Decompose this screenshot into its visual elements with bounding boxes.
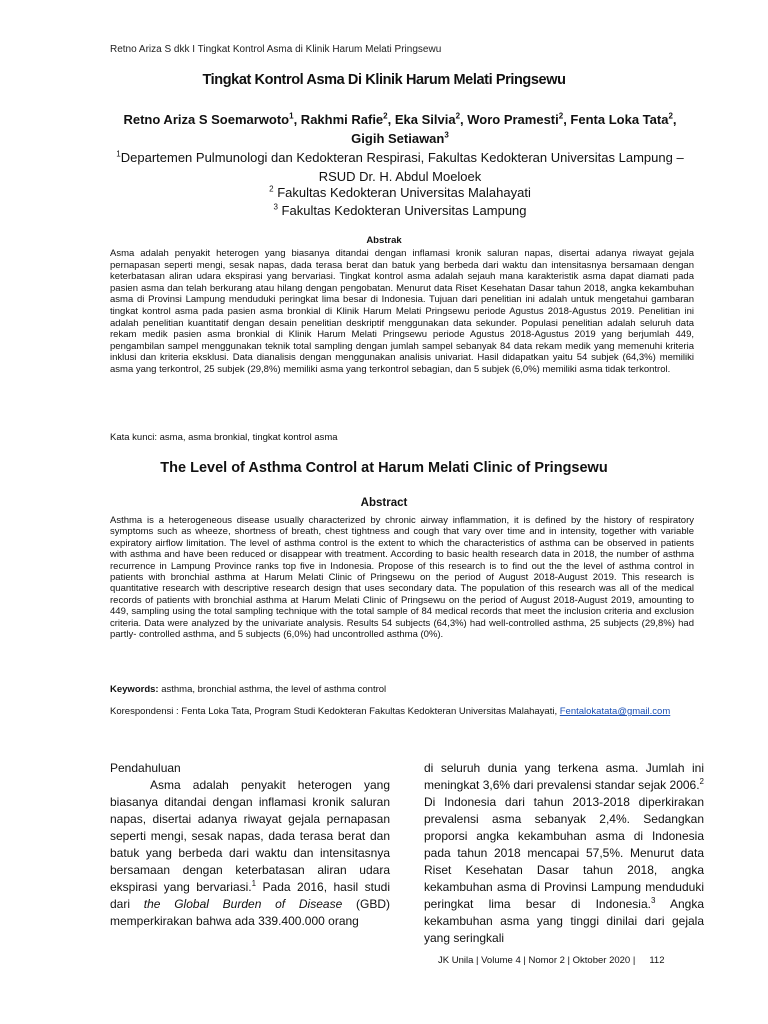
abstract-text: Asthma is a heterogeneous disease usually characterized by chronic airway inflammation, it is defined by the history of respiratory symptoms such as wheeze, shortness of breath, chest tightness and cough that vary over time and in intensity, together with variable expiratory airflow limitation. The level of asthma control is the extent to which the characteristics of asthma can be observed in patients with asthma and have been reduced or disappear with treatment. According to basic health research data in 2018, the number of asthma recurrence in Lampung Province ranks top five in Indonesia. Propose of this research is to find out the the level of asthma control in patients with bronchial asthma at Harum Melati Clinic of Pringsewu on the period of August 2018-August 2019. This research is quantitative research with descriptive research design that uses secondary data. The population of this research was all of the medical records of patients with bronchial asthma at Harum Melati Clinic of Pringsewu on the period of August 2018-August 2019, amounting to 449, sampling using the total sampling technique with the total sample of 84 medical records that meet the inclusion criteria and exclusion criteria. Data were analyzed by the univariate analysis. Results 54 subjects (64,3%) had well-controlled asthma, 25 subjects (29,8%) had partly- controlled asthma, and 5 subjects (6,0%) had uncontrolled asthma (0%).	[110, 515, 697, 641]
citation-ref: 3	[650, 896, 656, 905]
correspondence-text: Korespondensi : Fenta Loka Tata, Program Studi Kedokteran Fakultas Kedokteran Universitas Malahayati,	[110, 706, 558, 717]
citation-ref: 1	[251, 879, 257, 888]
page-footer	[438, 955, 664, 966]
body-text: di seluruh dunia yang terkena asma. Jumlah ini meningkat 3,6% dari prevalensi standar sejak 2006.	[424, 761, 704, 792]
affiliation-text: Departemen Pulmunologi dan Kedokteran Respirasi, Fakultas Kedokteran Universitas Lampung – RSUD Dr. H. Abdul Moeloek	[120, 150, 684, 184]
affiliation-text: Fakultas Kedokteran Universitas Lampung	[277, 203, 527, 218]
body-paragraph	[424, 760, 704, 947]
affiliation-text: Fakultas Kedokteran Universitas Malahayati	[273, 185, 531, 200]
body-text: Di Indonesia dari tahun 2013-2018 diperkirakan prevalensi asma sebanyak 2,4%. Sedangkan proporsi angka kekambuhan asma di Indonesia pada tahun 2018 mencapai 57,5%. Menurut data Riset Kesehatan Dasar tahun 2018, angka kekambuhan asma di Provinsi Lampung menduduki peringkat lima besar di Indonesia.	[424, 795, 704, 911]
author-name: , Gigih Setiawan	[351, 112, 677, 146]
keywords-label: Keywords:	[110, 684, 159, 695]
body-column-right	[424, 760, 704, 947]
affiliation-2	[105, 183, 695, 202]
citation-ref: 2	[699, 777, 704, 786]
abstract-heading: Abstract	[360, 497, 408, 509]
author-name: , Fenta Loka Tata	[563, 112, 669, 127]
kata-kunci-label: Kata kunci:	[110, 432, 157, 443]
affiliation-number: 1	[116, 149, 121, 159]
affiliation-mark: 2	[455, 111, 461, 121]
journal-info: JK Unila | Volume 4 | Nomor 2 | Oktober 2020 |	[438, 955, 636, 966]
body-text: Angka kekambuhan asma yang tinggi dinilai dari gejala yang seringkali	[424, 897, 705, 945]
affiliation-mark: 3	[444, 130, 449, 140]
body-paragraph	[110, 777, 390, 930]
title-english: The Level of Asthma Control at Harum Melati Clinic of Pringsewu	[160, 460, 608, 476]
affiliation-1	[105, 148, 695, 186]
body-text: (GBD) memperkirakan bahwa ada 339.400.000 orang	[110, 897, 391, 928]
abstrak-heading: Abstrak	[366, 235, 402, 246]
affiliation-mark: 2	[558, 111, 564, 121]
section-title: Pendahuluan	[110, 761, 181, 775]
abstrak-text: Asma adalah penyakit heterogen yang biasanya ditandai dengan inflamasi kronik saluran napas, disertai adanya riwayat gejala pernapasan seperti mengi, sesak napas, dada terasa berat dan batuk yang berbeda dari waktu dan intensitasnya bersamaan dengan keterbatasan aliran udara ekspirasi yang bervariasi. Tingkat kontrol asma adalah sejauh mana karakteristik asma dapat diamati pada pasien asma dan telah berkurang atau hilang dengan pengobatan. Menurut data Riset Kesehatan Dasar tahun 2018, angka kekambuhan asma di Provinsi Lampung menduduki peringkat lima besar di Indonesia. Tujuan dari penelitian ini adalah untuk mengetahui gambaran tingkat kontrol asma pada pasien asma bronkial di Klinik Harum Melati Pringsewu periode Agustus 2018-Agustus 2019. Penelitian ini adalah penelitian kuantitatif dengan desain penelitian deskriptif menggunakan data sekunder. Populasi penelitian adalah seluruh data rekam medik pasien asma bronkial di Klinik Harum Melati Pringsewu periode Agustus 2018-Agustus 2019 yang berjumlah 449, pengambilan sampel menggunakan teknik total sampling dengan jumlah sampel sebanyak 84 data rekam medik yang memenuhi kriteria inklusi dan kriteria eksklusi. Data dianalisis dengan menggunakan analisis univariat. Hasil didapatkan yaitu 54 subjek (64,3%) memiliki asma yang terkontrol, 25 subjek (29,8%) memiliki asma yang terkontrol sebagian, dan 5 subjek (6,0%) memiliki asma tidak terkontrol.	[110, 248, 697, 375]
correspondence	[110, 706, 694, 718]
page-number: 112	[649, 955, 665, 966]
title-indonesian: Tingkat Kontrol Asma Di Klinik Harum Melati Pringsewu	[202, 72, 566, 88]
body-column-left	[110, 760, 390, 930]
body-text: Asma adalah penyakit heterogen yang biasanya ditandai dengan inflamasi kronik saluran napas, disertai adanya riwayat gejala pernapasan seperti mengi, sesak napas, dada terasa berat dan batuk yang berbeda dari waktu dan intensitasnya bersamaan dengan keterbatasan aliran udara ekspirasi yang bervariasi.	[110, 778, 390, 894]
body-text-italic: the Global Burden of Disease	[143, 897, 343, 911]
kata-kunci	[110, 432, 338, 443]
author-list	[120, 110, 680, 148]
affiliation-number: 2	[269, 184, 274, 194]
keywords	[110, 684, 386, 695]
keywords-text: asthma, bronchial asthma, the level of asthma control	[158, 684, 387, 695]
author-name: , Rakhmi Rafie	[293, 112, 384, 127]
running-head: Retno Ariza S dkk I Tingkat Kontrol Asma di Klinik Harum Melati Pringsewu	[110, 44, 442, 55]
affiliation-mark: 2	[668, 111, 673, 121]
kata-kunci-text: asma, asma bronkial, tingkat kontrol asma	[157, 432, 338, 443]
author-name: , Woro Pramesti	[460, 112, 559, 127]
author-name: , Eka Silvia	[387, 112, 456, 127]
affiliation-mark: 1	[289, 111, 294, 121]
affiliation-number: 3	[273, 202, 278, 212]
affiliation-3	[105, 201, 695, 220]
author-name: Retno Ariza S Soemarwoto	[123, 112, 290, 127]
affiliation-mark: 2	[383, 111, 388, 121]
correspondence-email-link[interactable]: Fentalokatata@gmail.com	[559, 706, 671, 717]
body-text: Pada 2016, hasil studi dari	[110, 880, 390, 911]
